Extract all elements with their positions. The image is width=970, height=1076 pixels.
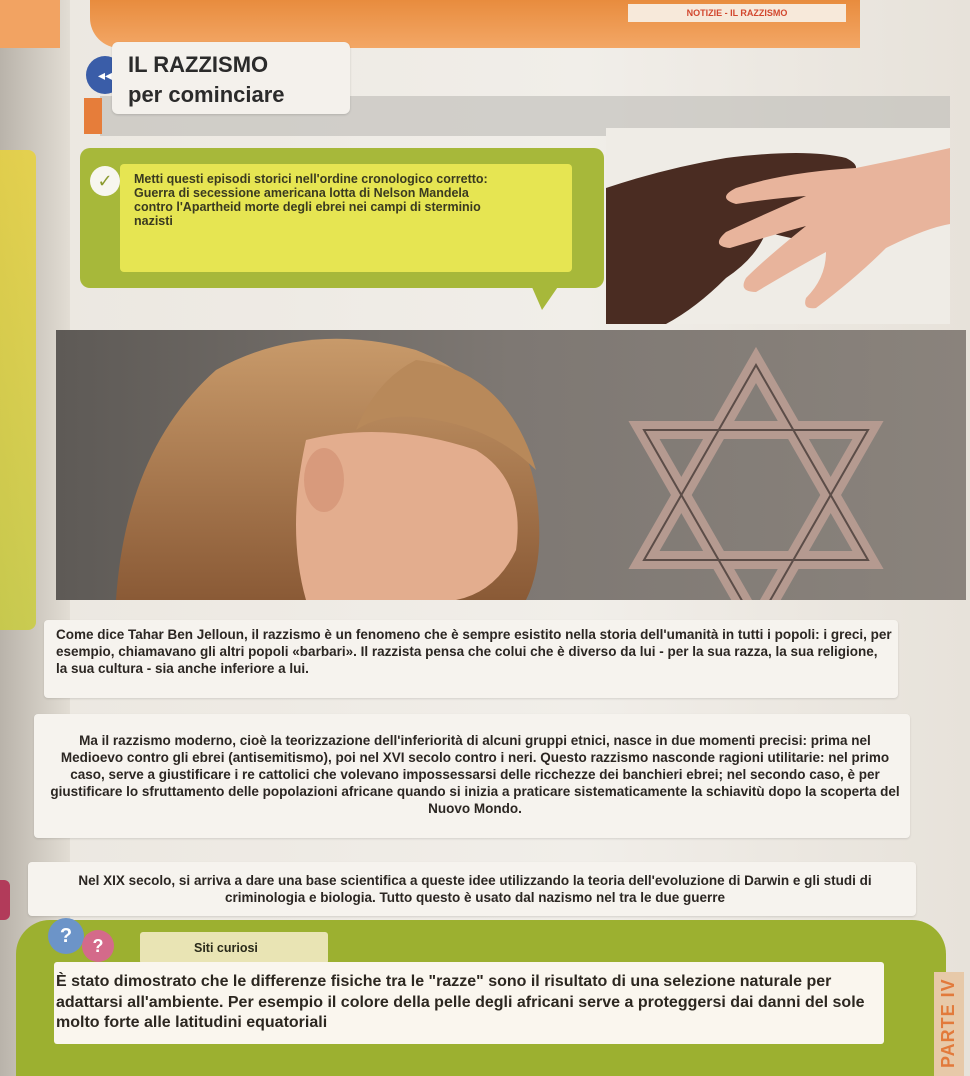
- checkmark-icon: ✓: [90, 166, 120, 196]
- hands-image: [606, 128, 950, 324]
- part-label: PARTE IV: [938, 978, 958, 1068]
- paragraph-1: Come dice Tahar Ben Jelloun, il razzismo è un fenomeno che è sempre esistito nella storia dell'umanità in tutti i popoli: i greci, per esempio, chiamavano gli altri popoli «barbari». Il razzista pensa che colui che è diverso da lui - per la sua razza, la sua religione, la sua cultura - sia anche inferiore a lui.: [56, 627, 892, 676]
- pink-marker: [0, 880, 10, 920]
- question-mark-icon: ?: [82, 930, 114, 962]
- audio-icon: ◂◂: [86, 56, 124, 94]
- exercise-line: Guerra di secessione americana lotta di Nelson Mandela: [134, 186, 469, 200]
- paragraph-2: Ma il razzismo moderno, cioè la teorizzazione dell'inferiorità di alcuni gruppi etnici, nasce in due momenti precisi: prima nel Medioevo contro gli ebrei (antisemitismo), poi nel XVI secolo contro i neri. Questo razzismo nasconde ragioni utilitarie: nel primo caso, serve a giustificare i re cattolici che volevano impossessarsi delle ricchezze dei banchieri ebrei; nel secondo caso, è per giustificare lo sfruttamento delle popolazioni africane quando si inizia a praticare sistematicamente la schiavitù dopo la scoperta del Nuovo Mondo.: [50, 733, 900, 816]
- section-tag: NOTIZIE - IL RAZZISMO: [628, 4, 846, 22]
- siti-curiosi-text: È stato dimostrato che le differenze fisiche tra le "razze" sono il risultato di una selezione naturale per adattarsi all'ambiente. Per esempio il colore della pelle degli africani serve a proteggersi dai danni del sole molto forte alle latitudini equatoriali: [56, 973, 865, 1031]
- paragraph-3: Nel XIX secolo, si arriva a dare una base scientifica a queste idee utilizzando la teoria dell'evoluzione di Darwin e gli studi di criminologia e biologia. Tutto questo è usato dal nazismo nel tra le due guerre: [78, 873, 872, 905]
- part-tab: [934, 972, 964, 1076]
- page-title: IL RAZZISMO: [128, 52, 269, 77]
- title-box: [112, 42, 350, 114]
- orange-marker: [84, 98, 102, 134]
- exercise-line: Metti questi episodi storici nell'ordine cronologico corretto:: [134, 172, 488, 186]
- exercise-line: nazisti: [134, 214, 173, 228]
- text-box-3: [28, 862, 916, 916]
- question-mark-icon: ?: [48, 918, 84, 954]
- exercise-line: contro l'Apartheid morte degli ebrei nei campi di sterminio: [134, 200, 481, 214]
- bubble-tail: [528, 278, 564, 310]
- text-box-2: [34, 714, 910, 838]
- photo-illustration: [56, 330, 966, 600]
- siti-curiosi-label: Siti curiosi: [140, 932, 328, 964]
- top-band-left: [0, 0, 60, 48]
- photo-girl-star-of-david: [56, 330, 966, 600]
- text-box-1: [44, 620, 898, 698]
- page-subtitle: per cominciare: [128, 82, 285, 107]
- exercise-text: [134, 172, 574, 228]
- left-yellow-tab: [0, 150, 36, 630]
